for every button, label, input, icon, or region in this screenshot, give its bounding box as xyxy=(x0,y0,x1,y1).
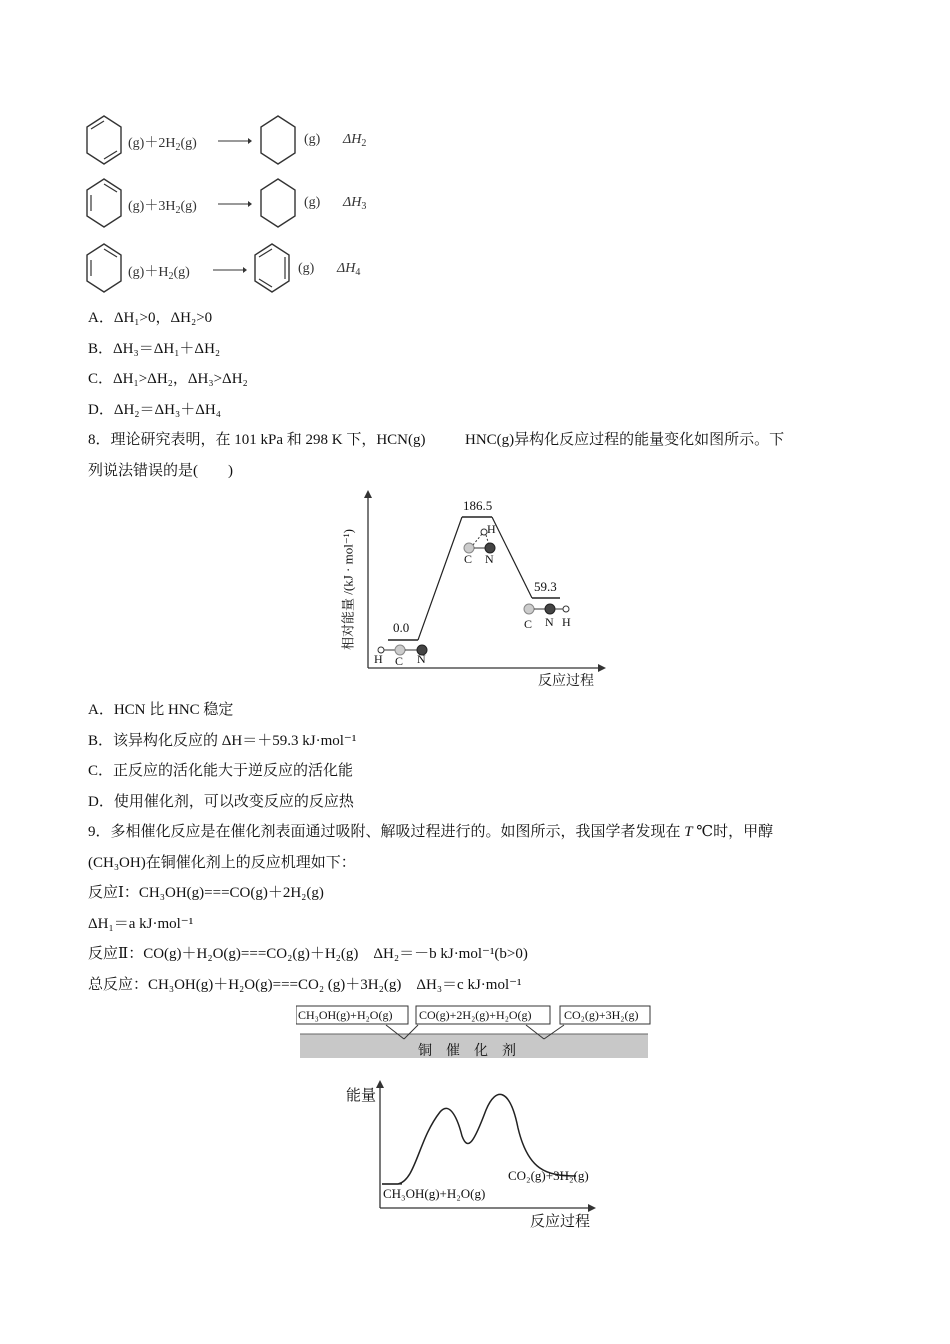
q8-option-d: D．使用催化剂，可以改变反应的反应热 xyxy=(88,794,354,810)
level-value-1: 186.5 xyxy=(463,498,493,513)
q8-option-b: B．该异构化反应的 ΔH＝＋59.3 kJ·mol⁻¹ xyxy=(88,733,357,749)
q8-stem-line1: 8．理论研究表明，在 101 kPa 和 298 K 下，HCN(g) HNC(g)异构化反应过程的能量变化如图所示。下 xyxy=(88,432,785,448)
benzene-ring-structure xyxy=(84,114,124,166)
atom-label: N xyxy=(417,652,426,666)
atom-label: H xyxy=(562,615,571,629)
reactant-text: (g)＋2H xyxy=(128,136,176,151)
atom-label: C xyxy=(464,552,473,566)
q9-reaction-2: 反应Ⅱ：CO(g)＋H₂O(g)===CO₂(g)＋H₂(g) ΔH₂＝－b kJ·mol⁻¹(b>0) xyxy=(88,946,528,962)
cyclohexane-ring-structure xyxy=(258,114,298,166)
q7-option-b: B．ΔH₃＝ΔH₁＋ΔH₂ xyxy=(88,341,221,357)
product-state: (g) xyxy=(304,132,321,147)
delta-h-label: ΔH xyxy=(337,261,356,276)
q8-stem-line2: 列说法错误的是( ) xyxy=(88,463,233,479)
arrow-icon xyxy=(218,199,252,209)
q8-option-c: C．正反应的活化能大于逆反应的活化能 xyxy=(88,763,354,779)
x-axis-label: 反应过程 xyxy=(538,674,594,689)
diene-ring-structure xyxy=(84,177,124,229)
atom-label: H xyxy=(487,522,496,536)
cyclohexane-ring-structure xyxy=(258,177,298,229)
reversible-arrow-icon xyxy=(431,435,459,447)
q9-energy-diagram xyxy=(346,1080,618,1230)
atom-label: C xyxy=(524,617,533,631)
reactant-text: (g)＋3H xyxy=(128,199,176,214)
level-value-2: 59.3 xyxy=(534,579,557,594)
atom-label: H xyxy=(374,652,383,666)
catalyst-scheme xyxy=(296,1004,652,1062)
arrow-icon xyxy=(218,136,252,146)
q9-total-reaction: 总反应：CH₃OH(g)＋H₂O(g)===CO₂ (g)＋3H₂(g) ΔH₃＝c kJ·mol⁻¹ xyxy=(88,977,522,993)
start-state-label: CH₃OH(g)+H₂O(g) xyxy=(383,1186,486,1201)
delta-h-label: ΔH xyxy=(343,132,362,147)
arrow-icon xyxy=(213,265,247,275)
product-state: (g) xyxy=(298,261,315,276)
atom-label: N xyxy=(485,552,494,566)
benzene-ring-structure xyxy=(252,242,292,294)
scheme-box-1: CH₃OH(g)+H₂O(g) xyxy=(298,1008,393,1022)
end-state-label: CO₂(g)+3H₂(g) xyxy=(508,1168,589,1183)
level-value-0: 0.0 xyxy=(393,620,410,635)
catalyst-label: 铜 催 化 剂 xyxy=(418,1044,516,1059)
scheme-box-2: CO(g)+2H₂(g)+H₂O(g) xyxy=(419,1008,532,1022)
q9-stem-line2: (CH₃OH)在铜催化剂上的反应机理如下： xyxy=(88,855,356,871)
process-axis-label: 反应过程 xyxy=(530,1214,591,1230)
q8-energy-diagram xyxy=(338,488,610,688)
atom-label: C xyxy=(395,654,404,668)
y-axis-label: 相对能量 /(kJ · mol⁻¹) xyxy=(340,529,356,650)
q7-option-a: A．ΔH₁>0，ΔH₂>0 xyxy=(88,310,213,326)
diene-ring-structure xyxy=(84,242,124,294)
q7-option-d: D．ΔH₂＝ΔH₃＋ΔH₄ xyxy=(88,402,221,418)
q8-option-a: A．HCN 比 HNC 稳定 xyxy=(88,702,234,718)
q7-option-c: C．ΔH₁>ΔH₂，ΔH₃>ΔH₂ xyxy=(88,371,248,387)
scheme-box-3: CO₂(g)+3H₂(g) xyxy=(564,1008,639,1022)
product-state: (g) xyxy=(304,195,321,210)
q9-stem-line1: 9．多相催化反应是在催化剂表面通过吸附、解吸过程进行的。如图所示，我国学者发现在 T ℃时，甲醇 xyxy=(88,824,774,840)
atom-label: N xyxy=(545,615,554,629)
q9-reaction-1: 反应Ⅰ：CH₃OH(g)===CO(g)＋2H₂(g) xyxy=(88,885,324,901)
delta-h-label: ΔH xyxy=(343,195,362,210)
energy-axis-label: 能量 xyxy=(346,1088,377,1104)
reactant-text: (g)＋H xyxy=(128,265,169,280)
q9-reaction-1-enthalpy: ΔH₁＝a kJ·mol⁻¹ xyxy=(88,916,194,932)
